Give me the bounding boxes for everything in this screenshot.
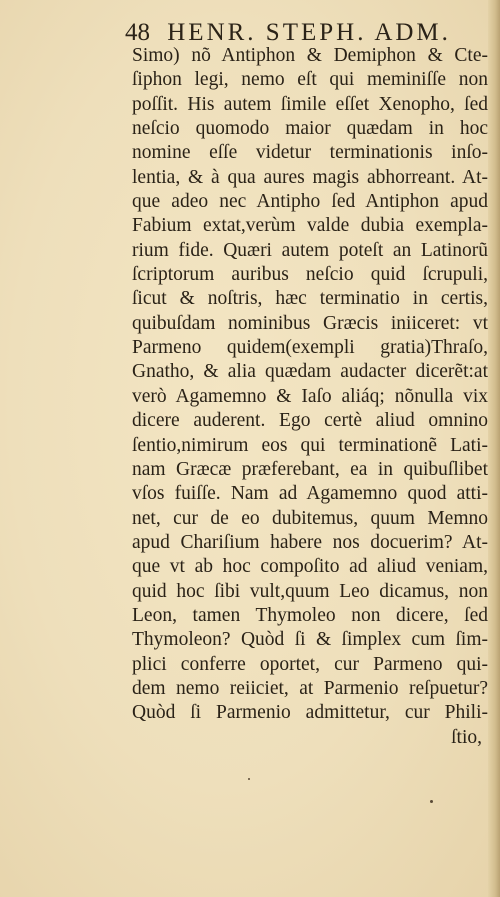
text-line: verò Agamemno & Iaſo aliáq; nõnulla vix	[132, 385, 488, 407]
text-line: Quòd ſi Parmenio admittetur, cur Phili-	[132, 702, 488, 724]
text-line: Gnatho, & alia quædam audacter dicerẽt:at	[132, 361, 488, 383]
text-line: quid hoc ſibi vult,quum Leo dicamus, non	[132, 580, 488, 602]
text-line: que adeo nec Antipho ſed Antiphon apud	[132, 191, 488, 213]
paper-speck	[248, 778, 250, 780]
text-line: ſiphon legi, nemo eſt qui meminiſſe non	[132, 69, 488, 91]
paper-speck	[430, 800, 433, 803]
text-line: Thymoleon? Quòd ſi & ſimplex cum ſim-	[132, 629, 488, 651]
text-line: dem nemo reiiciet, at Parmenio reſpuetur?	[132, 677, 488, 699]
text-line: Simo) nõ Antiphon & Demiphon & Cte-	[132, 45, 488, 66]
text-line: ſentio,nimirum eos qui terminationẽ Lati-	[132, 434, 488, 456]
text-line: lentia, & à qua aures magis abhorreant. At-	[132, 166, 488, 188]
body-text	[132, 44, 488, 750]
text-line: ſcriptorum auribus neſcio quid ſcrupuli,	[132, 264, 488, 286]
text-line: plici conferre oportet, cur Parmeno qui-	[132, 653, 488, 675]
text-line: dicere auderent. Ego certè aliud omnino	[132, 410, 488, 432]
text-line: poſſit. His autem ſimile eſſet Xenopho, ſed	[132, 93, 488, 115]
text-line: nam Græcæ præferebant, ea in quibuſlibet	[132, 458, 488, 480]
catchword: ſtio,	[451, 726, 482, 748]
text-line: Leon, tamen Thymoleo non dicere, ſed	[132, 604, 488, 626]
text-line: Parmeno quidem(exempli gratia)Thraſo,	[132, 337, 488, 359]
page-gutter-shadow	[488, 0, 500, 897]
page-number: 48	[125, 19, 150, 46]
text-line: neſcio quomodo maior quædam in hoc	[132, 118, 488, 140]
text-line: net, cur de eo dubitemus, quum Memno	[132, 507, 488, 529]
text-line: Fabium extat,verùm valde dubia exempla-	[132, 215, 488, 237]
text-line: rium fide. Quæri autem poteſt an Latinorũ	[132, 239, 488, 261]
text-line: vſos fuiſſe. Nam ad Agamemno quod atti-	[132, 483, 488, 505]
text-line: apud Chariſium habere nos docuerim? At-	[132, 531, 488, 553]
running-title: HENR. STEPH. ADM.	[167, 19, 451, 46]
text-line: que vt ab hoc compoſito ad aliud veniam,	[132, 556, 488, 578]
text-line: nomine eſſe videtur terminationis inſo-	[132, 142, 488, 164]
text-line: ſicut & noſtris, hæc terminatio in certis,	[132, 288, 488, 310]
text-line: quibuſdam nominibus Græcis iniiceret: vt	[132, 312, 488, 334]
